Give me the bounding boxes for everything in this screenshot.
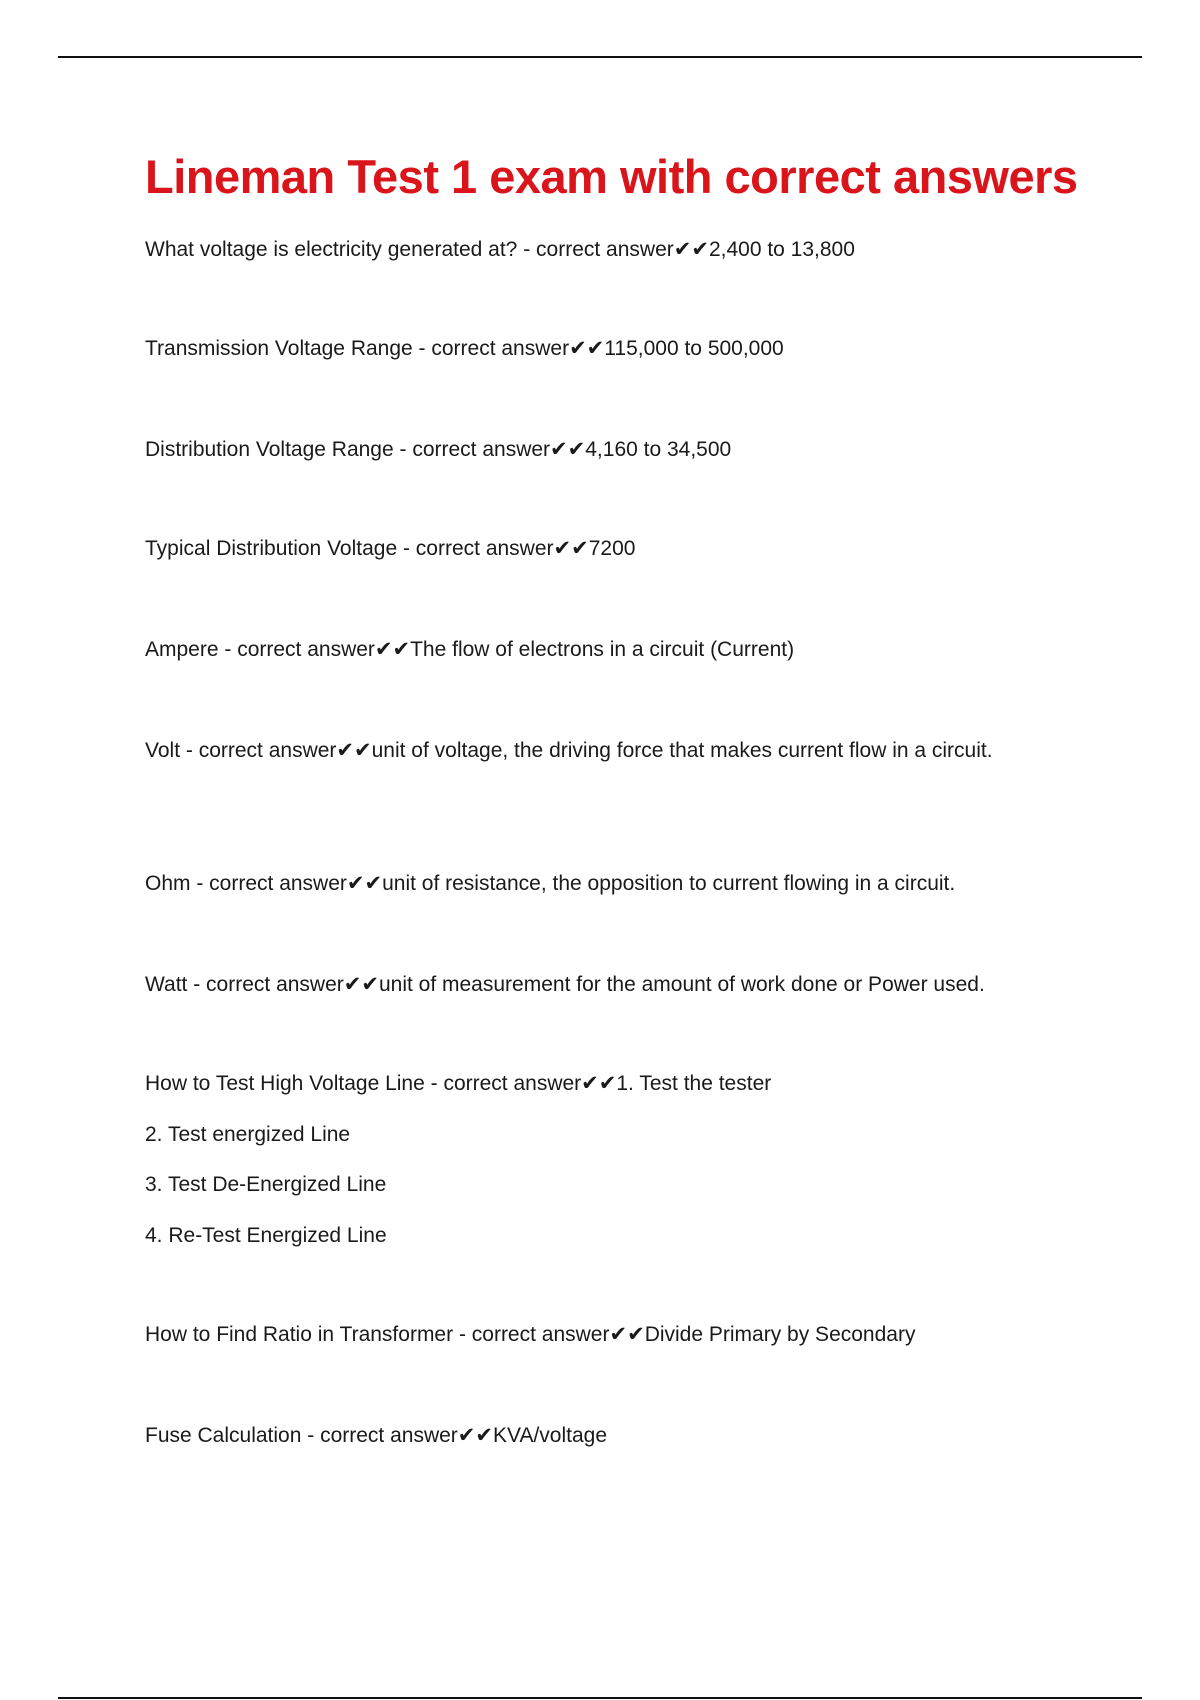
qa-answer-step: 3. Test De-Energized Line <box>145 1173 387 1196</box>
double-check-icon: ✔✔ <box>343 973 379 996</box>
double-check-icon: ✔✔ <box>336 739 372 762</box>
footer-rule <box>58 1697 1142 1699</box>
qa-item <box>145 969 1145 1001</box>
qa-item <box>145 234 1095 266</box>
qa-item <box>145 1420 1095 1452</box>
qa-question: Ohm <box>145 872 191 895</box>
qa-separator: - correct answer <box>424 1072 582 1095</box>
qa-separator: - correct answer <box>397 537 554 560</box>
double-check-icon: ✔✔ <box>581 1072 617 1095</box>
qa-answer: 115,000 to 500,000 <box>604 337 784 360</box>
double-check-icon: ✔✔ <box>550 438 586 461</box>
document-title: Lineman Test 1 exam with correct answers <box>145 150 1078 203</box>
qa-separator: - correct answer <box>301 1424 458 1447</box>
qa-item <box>145 634 1095 666</box>
qa-question: Ampere <box>145 638 219 661</box>
qa-separator: - correct answer <box>180 739 337 762</box>
qa-item <box>145 1068 1095 1100</box>
qa-question: Volt <box>145 739 181 762</box>
qa-answer: unit of resistance, the opposition to current flowing in a circuit. <box>382 872 956 895</box>
qa-question: Distribution Voltage Range <box>145 438 394 461</box>
double-check-icon: ✔✔ <box>374 638 411 661</box>
qa-answer: The flow of electrons in a circuit (Current) <box>410 638 795 661</box>
qa-answer-step: 4. Re-Test Energized Line <box>145 1224 387 1247</box>
qa-question: Fuse Calculation <box>145 1424 302 1447</box>
qa-separator: - correct answer <box>187 973 344 996</box>
qa-answer: 2,400 to 13,800 <box>708 238 855 261</box>
qa-question: What voltage is electricity generated at? <box>145 238 518 261</box>
double-check-icon: ✔✔ <box>553 537 589 560</box>
qa-answer-step: 2. Test energized Line <box>145 1123 351 1146</box>
qa-question: Typical Distribution Voltage <box>145 537 398 560</box>
qa-answer: 1. Test the tester <box>616 1072 772 1095</box>
qa-item <box>145 735 1095 767</box>
double-check-icon: ✔✔ <box>569 337 605 360</box>
qa-question: Watt <box>145 973 188 996</box>
qa-separator: - correct answer <box>517 238 674 261</box>
qa-answer: 4,160 to 34,500 <box>585 438 732 461</box>
qa-answer: unit of voltage, the driving force that makes current flow in a circuit. <box>371 739 993 762</box>
header-rule <box>58 56 1142 58</box>
qa-separator: - correct answer <box>190 872 347 895</box>
double-check-icon: ✔✔ <box>457 1424 493 1447</box>
qa-item <box>145 434 1095 466</box>
qa-question: How to Test High Voltage Line <box>145 1072 425 1095</box>
qa-answer: unit of measurement for the amount of work done or Power used. <box>378 973 985 996</box>
qa-answer: KVA/voltage <box>493 1424 608 1447</box>
qa-separator: - correct answer <box>453 1323 610 1346</box>
qa-separator: - correct answer <box>218 638 375 661</box>
qa-question: How to Find Ratio in Transformer <box>145 1323 454 1346</box>
qa-item <box>145 868 1095 900</box>
qa-item <box>145 1319 1095 1351</box>
qa-item <box>145 533 1095 565</box>
qa-separator: - correct answer <box>393 438 551 461</box>
qa-answer: Divide Primary by Secondary <box>644 1323 916 1346</box>
qa-answer: 7200 <box>588 537 636 560</box>
double-check-icon: ✔✔ <box>609 1323 645 1346</box>
qa-separator: - correct answer <box>412 337 570 360</box>
double-check-icon: ✔✔ <box>673 238 709 261</box>
double-check-icon: ✔✔ <box>346 872 383 895</box>
qa-question: Transmission Voltage Range <box>145 337 413 360</box>
qa-item <box>145 333 1095 365</box>
